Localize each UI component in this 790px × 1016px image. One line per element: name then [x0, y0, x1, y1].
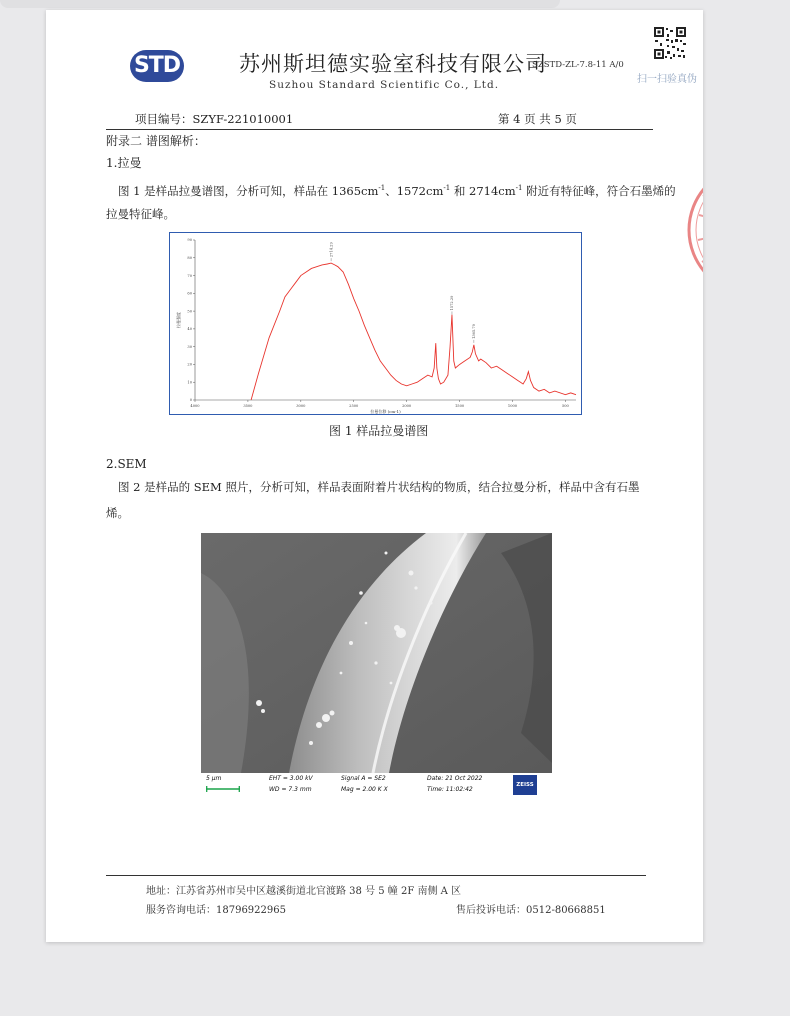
- x-tick-label: 3000: [296, 404, 306, 408]
- raman-sup-1: -1: [378, 184, 386, 192]
- footer-service-phone: 服务咨询电话：18796922965: [146, 905, 286, 916]
- y-tick-label: 80: [187, 255, 192, 260]
- y-tick-label: 30: [187, 344, 192, 349]
- x-tick-label: 3500: [243, 404, 253, 408]
- company-name-en: Suzhou Standard Scientific Co., Ltd.: [269, 79, 500, 91]
- sem-micrograph: [201, 533, 552, 798]
- x-tick-label: 1500: [455, 404, 465, 408]
- page-indicator: 第 4 页 共 5 页: [498, 112, 577, 126]
- y-tick-label: 0: [189, 398, 192, 403]
- raman-text-c: 和 2714cm: [450, 183, 516, 198]
- x-tick-label: 2500: [349, 404, 359, 408]
- raman-sup-2: -1: [443, 184, 451, 192]
- y-tick-label: 50: [187, 309, 192, 314]
- qr-code-icon[interactable]: [653, 26, 687, 60]
- raman-text-d: 附近有特征峰，符合石墨烯的: [522, 183, 676, 198]
- section-sem-paragraph: 图 2 是样品的 SEM 照片，分析可知，样品表面附着片状结构的物质，结合拉曼分析，样品中含有石墨: [118, 480, 640, 494]
- company-logo: STD: [130, 50, 184, 82]
- raman-spectrum-chart: [169, 232, 582, 415]
- y-tick-label: 10: [187, 380, 192, 385]
- footer-complaint-phone: 售后投诉电话：0512-80668851: [456, 905, 606, 916]
- section-raman-title: 1.拉曼: [106, 156, 142, 170]
- document-page: [46, 10, 703, 942]
- figure1-caption: 图 1 样品拉曼谱图: [329, 424, 429, 438]
- peak-label: 1572.29: [450, 295, 455, 311]
- peak-label: 2714.29: [329, 242, 334, 258]
- x-tick-label: 2000: [402, 404, 412, 408]
- section-sem-paragraph-line2: 烯。: [106, 506, 129, 520]
- sem-date: Date: 21 Oct 2022: [427, 775, 483, 782]
- y-tick-label: 40: [187, 327, 192, 332]
- zeiss-logo: ZEISS: [513, 775, 537, 795]
- sem-scale-label: 5 µm: [206, 775, 222, 782]
- section-sem-title: 2.SEM: [106, 457, 147, 471]
- sem-mag: Mag = 2.00 K X: [341, 786, 388, 793]
- footer-address: 地址：江苏省苏州市吴中区越溪街道北官渡路 38 号 5 幢 2F 南侧 A 区: [146, 886, 462, 897]
- project-number: 项目编号：SZYF-221010001: [135, 112, 294, 126]
- x-tick-label: 500: [561, 404, 569, 408]
- sem-eht: EHT = 3.00 kV: [269, 775, 313, 782]
- sem-signal: Signal A = SE2: [341, 775, 386, 782]
- sem-image: [201, 533, 552, 773]
- raman-text-a: 图 1 是样品拉曼谱图，分析可知，样品在 1365cm: [118, 183, 379, 198]
- sem-scale-bar: [206, 786, 240, 792]
- x-tick-label: 4000: [190, 404, 200, 408]
- peak-label: 1365.79: [472, 324, 477, 339]
- y-tick-label: 70: [187, 273, 192, 278]
- y-tick-label: 60: [187, 291, 192, 296]
- y-tick-label: 20: [187, 362, 192, 367]
- raman-sup-3: -1: [515, 184, 523, 192]
- sem-wd: WD = 7.3 mm: [269, 786, 312, 793]
- company-seal-icon: [683, 160, 703, 300]
- chart-y-axis-label: 拉曼强度: [176, 312, 181, 328]
- appendix-title: 附录二 谱图解析：: [106, 134, 206, 148]
- footer-divider: [106, 875, 646, 876]
- y-tick-label: 90: [187, 238, 192, 243]
- viewer-top-bar: [0, 0, 560, 8]
- raman-text-b: 、1572cm: [385, 183, 444, 198]
- document-code: SZSTD-ZL-7.8-11 A/0: [532, 60, 624, 70]
- chart-x-axis-label: 拉曼位移 (cm-1): [370, 409, 401, 414]
- header-divider: [106, 129, 653, 130]
- section-raman-paragraph: [118, 175, 676, 204]
- company-name-cn: 苏州斯坦德实验室科技有限公司: [239, 52, 547, 76]
- sem-time: Time: 11:02:42: [427, 786, 473, 793]
- x-tick-label: 1000: [507, 404, 518, 408]
- sem-info-bar: [201, 773, 552, 798]
- section-raman-paragraph-line2: 拉曼特征峰。: [106, 207, 175, 221]
- verify-authenticity-text: 扫一扫验真伪: [637, 74, 697, 85]
